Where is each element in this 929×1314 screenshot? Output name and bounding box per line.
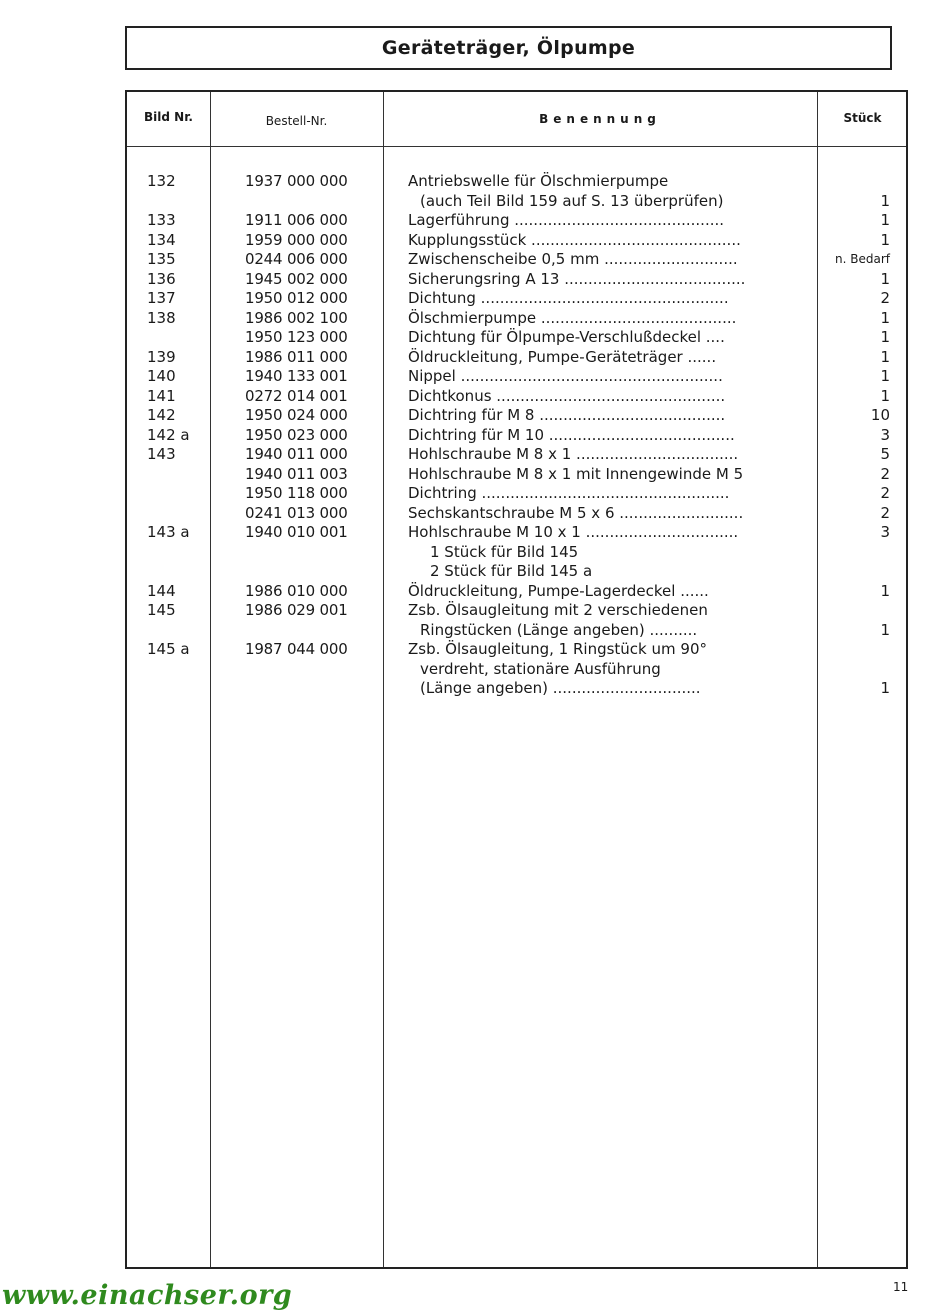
cell-bestell: 1950 118 000 [245,484,348,502]
cell-benennung: Hohlschraube M 8 x 1 mit Innengewinde M 5 [408,464,744,483]
cell-benennung: 1 Stück für Bild 145 [430,542,579,561]
cell-bestell: 1940 011 003 [245,464,348,483]
cell-benennung: Lagerführung ............................................ [408,211,725,229]
cell-benennung: Dichtring für M 8 ....................................... [408,406,726,424]
cell-benennung: Ringstücken (Länge angeben) .......... [420,620,698,639]
cell-bild: 145 a [147,640,190,658]
table-row [127,426,906,446]
cell-bestell: 1986 011 000 [245,347,348,366]
cell-bild: 140 [147,367,176,385]
cell-benennung: Zsb. Ölsaugleitung, 1 Ringstück um 90° [408,640,707,658]
cell-benennung: (auch Teil Bild 159 auf S. 13 überprüfen) [420,191,724,210]
table-row [127,465,906,485]
cell-bild: 133 [147,211,176,229]
page-number: 11 [893,1280,909,1294]
table-row [127,192,906,212]
cell-benennung: Öldruckleitung, Pumpe-Geräteträger ...... [408,347,717,366]
cell-stueck: 3 [880,425,890,444]
cell-benennung: Zwischenscheibe 0,5 mm ............................ [408,250,738,268]
table-row [127,250,906,270]
cell-stueck: 1 [880,308,890,327]
cell-benennung: Dichtring für M 10 ....................................... [408,425,735,444]
cell-bild: 138 [147,308,176,327]
cell-benennung: Ölschmierpumpe ......................................... [408,308,737,327]
cell-bestell: 0272 014 001 [245,386,348,405]
title-box [125,26,892,70]
cell-bestell: 1937 000 000 [245,172,348,190]
cell-benennung: (Länge angeben) ............................... [420,679,701,697]
cell-benennung: Dichtring .................................................... [408,484,730,502]
cell-stueck: 3 [880,523,890,541]
cell-bestell: 1959 000 000 [245,230,348,249]
cell-bild: 144 [147,581,176,600]
header-benennung: Benennung [539,112,661,126]
cell-bild: 142 [147,406,176,424]
table-row [127,504,906,524]
table-row [127,660,906,680]
header-stueck: Stück [843,111,882,125]
cell-bestell: 1940 133 001 [245,367,348,385]
cell-bild: 143 [147,445,176,463]
cell-bild: 137 [147,289,176,307]
cell-bild: 141 [147,386,176,405]
cell-benennung: Dichtkonus ................................................ [408,386,726,405]
cell-bestell: 1986 029 001 [245,601,348,619]
cell-benennung: Hohlschraube M 10 x 1 ................................ [408,523,739,541]
table-row [127,484,906,504]
table-row [127,523,906,543]
page-title: Geräteträger, Ölpumpe [381,37,636,59]
cell-benennung: Sechskantschraube M 5 x 6 .......................... [408,503,744,522]
table-row [127,211,906,231]
cell-bild: 135 [147,250,176,268]
table-row [127,445,906,465]
cell-benennung: Sicherungsring A 13 ...................................... [408,269,746,288]
table-body [127,172,906,699]
header-bestell: Bestell-Nr. [265,114,328,128]
cell-bild: 136 [147,269,176,288]
cell-stueck: 1 [880,211,890,229]
table-row [127,640,906,660]
cell-bestell: 1940 011 000 [245,445,348,463]
cell-benennung: Antriebswelle für Ölschmierpumpe [408,172,669,190]
cell-stueck: n. Bedarf [835,252,890,266]
table-row [127,172,906,192]
cell-stueck: 1 [880,367,890,385]
cell-bild: 142 a [147,425,190,444]
cell-stueck: 10 [870,406,890,424]
cell-bestell: 1950 123 000 [245,328,348,346]
header-divider [127,146,906,147]
cell-benennung: Dichtung für Ölpumpe-Verschlußdeckel .... [408,328,725,346]
cell-benennung: Hohlschraube M 8 x 1 .................................. [408,445,739,463]
table-row [127,348,906,368]
cell-bestell: 1950 024 000 [245,406,348,424]
watermark: www.einachser.org [2,1280,293,1311]
cell-stueck: 2 [880,484,890,502]
table-row [127,621,906,641]
cell-benennung: 2 Stück für Bild 145 a [430,562,593,580]
cell-bild: 145 [147,601,176,619]
cell-bestell: 1950 012 000 [245,289,348,307]
cell-benennung: Dichtung .................................................... [408,289,729,307]
cell-benennung: Zsb. Ölsaugleitung mit 2 verschiedenen [408,601,708,619]
table-row [127,387,906,407]
cell-bestell: 1986 010 000 [245,581,348,600]
cell-stueck: 1 [880,328,890,346]
table-row [127,679,906,699]
table-row [127,562,906,582]
cell-bestell: 1950 023 000 [245,425,348,444]
table-row [127,406,906,426]
cell-stueck: 2 [880,464,890,483]
cell-bestell: 1940 010 001 [245,523,348,541]
cell-stueck: 1 [880,269,890,288]
cell-bestell: 1911 006 000 [245,211,348,229]
table-row [127,289,906,309]
table-row [127,582,906,602]
cell-stueck: 1 [880,347,890,366]
cell-bild: 139 [147,347,176,366]
cell-bestell: 0241 013 000 [245,503,348,522]
cell-stueck: 1 [880,386,890,405]
cell-benennung: Öldruckleitung, Pumpe-Lagerdeckel ...... [408,581,709,600]
table-row [127,231,906,251]
cell-stueck: 1 [880,581,890,600]
header-bild: Bild Nr. [144,110,193,124]
cell-bestell: 1987 044 000 [245,640,348,658]
cell-stueck: 1 [880,230,890,249]
cell-bild: 134 [147,230,176,249]
cell-benennung: Kupplungsstück ............................................ [408,230,741,249]
cell-stueck: 1 [880,191,890,210]
cell-stueck: 5 [880,445,890,463]
cell-bestell: 1945 002 000 [245,269,348,288]
cell-benennung: Nippel ....................................................... [408,367,723,385]
cell-bild: 143 a [147,523,190,541]
cell-benennung: verdreht, stationäre Ausführung [420,659,661,678]
table-row [127,309,906,329]
parts-table [125,90,908,1269]
cell-stueck: 2 [880,503,890,522]
cell-bestell: 1986 002 100 [245,308,348,327]
cell-bestell: 0244 006 000 [245,250,348,268]
table-row [127,601,906,621]
table-row [127,328,906,348]
table-row [127,270,906,290]
cell-stueck: 2 [880,289,890,307]
table-row [127,367,906,387]
cell-stueck: 1 [880,620,890,639]
table-row [127,543,906,563]
cell-stueck: 1 [880,679,890,697]
cell-bild: 132 [147,172,176,190]
